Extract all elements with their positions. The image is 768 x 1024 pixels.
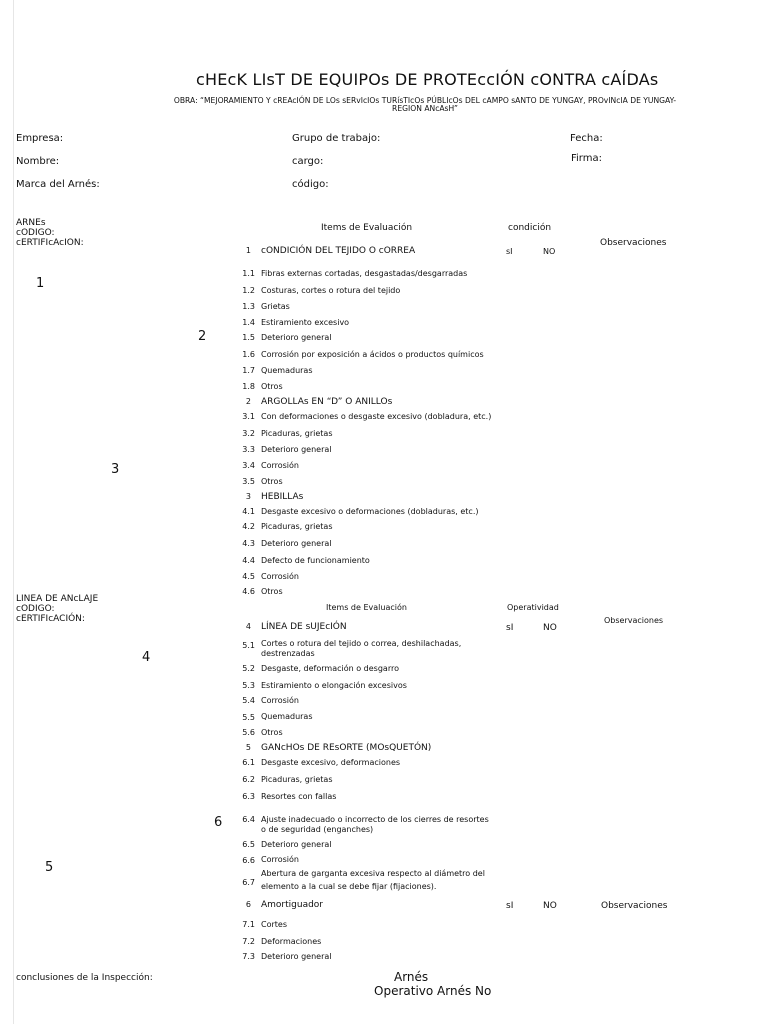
- section-title: cONDICIÓN DEL TEJIDO O cORREA: [261, 246, 416, 256]
- section-title: Amortiguador: [261, 900, 324, 910]
- item-num: 5.1: [242, 641, 255, 650]
- item-num: 1.8: [242, 382, 255, 391]
- section-num: 6: [245, 900, 251, 909]
- item-num: 6.5: [242, 840, 255, 849]
- fecha-label: Fecha:: [570, 133, 603, 144]
- item-label: Abertura de garganta excesiva respecto al diámetro del elemento a la cual se debe fijar (fijaciones).: [261, 869, 485, 891]
- item-num: 1.1: [242, 269, 255, 278]
- item-label: Deterioro general: [261, 840, 332, 849]
- item-label: Deterioro general: [261, 952, 332, 961]
- cargo-label: cargo:: [292, 156, 324, 167]
- item-label: Quemaduras: [261, 366, 313, 375]
- section-num: 1: [245, 246, 251, 255]
- item-num: 7.3: [242, 952, 255, 961]
- item-label: Corrosión por exposición a ácidos o productos químicos: [261, 350, 484, 359]
- item-label: Costuras, cortes o rotura del tejido: [261, 286, 401, 295]
- item-label: Ajuste inadecuado o incorrecto de los cierres de resortes o de seguridad (enganches): [261, 815, 489, 834]
- item-num: 3.4: [242, 461, 255, 470]
- codigo-label: código:: [292, 179, 329, 190]
- marker-1: 1: [36, 276, 45, 291]
- si-label: sI: [506, 623, 514, 633]
- item-num: 4.2: [242, 522, 255, 531]
- item-num: 3.2: [242, 429, 255, 438]
- item-label: Estiramiento o elongación excesivos: [261, 681, 407, 690]
- linea-title: LINEA DE ANcLAJE: [16, 594, 99, 604]
- arnes-block-label: [16, 218, 84, 248]
- item-label: Otros: [261, 587, 283, 596]
- item-label: Deformaciones: [261, 937, 322, 946]
- item-num: 5.6: [242, 728, 255, 737]
- arnes-certificacion: cERTIFIcAcION:: [16, 238, 84, 248]
- item-num: 5.4: [242, 696, 255, 705]
- item-num: 1.5: [242, 333, 255, 342]
- no-label: NO: [543, 901, 557, 911]
- items-header: Items de Evaluación: [321, 223, 413, 233]
- condicion-header: condición: [508, 223, 552, 233]
- item-num: 6.1: [242, 758, 255, 767]
- document-title: cHEcK LIsT DE EQUIPOs DE PROTEccIÓN cONTRA cAÍDAs: [196, 70, 659, 89]
- section-num: 5: [245, 743, 251, 752]
- item-label: Grietas: [261, 302, 290, 311]
- item-num: 4.6: [242, 587, 255, 596]
- arnes-title: ARNEs: [16, 218, 46, 228]
- section-title: GANcHOs DE REsORTE (MOsQUETÓN): [261, 743, 432, 753]
- item-label: Resortes con fallas: [261, 792, 337, 801]
- conclusiones-label: conclusiones de la Inspección:: [16, 973, 153, 983]
- item-label: Corrosión: [261, 461, 299, 470]
- item-label: Picaduras, grietas: [261, 429, 333, 438]
- linea-certificacion: cERTIFIcACIÓN:: [16, 614, 85, 624]
- item-label: Quemaduras: [261, 712, 313, 721]
- item-label: Corrosión: [261, 572, 299, 581]
- item-label: Defecto de funcionamiento: [261, 556, 370, 565]
- observaciones-header-2: Observaciones: [604, 616, 664, 625]
- marker-6: 6: [214, 815, 223, 830]
- item-num: 1.2: [242, 286, 255, 295]
- marker-3: 3: [111, 462, 120, 477]
- item-label: Desgaste, deformación o desgarro: [261, 664, 399, 673]
- no-label: NO: [543, 247, 556, 256]
- item-num: 1.4: [242, 318, 255, 327]
- section-num: 2: [245, 397, 251, 406]
- item-num: 5.5: [242, 713, 255, 722]
- section-title: LÍNEA DE sUJEcIÓN: [261, 622, 347, 632]
- item-num: 1.7: [242, 366, 255, 375]
- item-label: Desgaste excesivo o deformaciones (dobladuras, etc.): [261, 507, 479, 516]
- item-label: Desgaste excesivo, deformaciones: [261, 758, 401, 767]
- section-num: 4: [245, 622, 251, 631]
- item-num: 5.2: [242, 664, 255, 673]
- item-num: 6.3: [242, 792, 255, 801]
- item-label: Con deformaciones o desgaste excesivo (dobladura, etc.): [261, 412, 492, 421]
- grupo-label: Grupo de trabajo:: [292, 133, 381, 144]
- observaciones-header-3: Observaciones: [601, 901, 668, 911]
- page-border: [13, 0, 14, 1024]
- item-label: Cortes o rotura del tejido o correa, deshilachadas, destrenzadas: [261, 639, 462, 658]
- item-num: 4.1: [242, 507, 255, 516]
- section-num: 3: [245, 492, 251, 501]
- section-title: ARGOLLAs EN “D” O ANILLOs: [261, 397, 393, 407]
- item-num: 1.6: [242, 350, 255, 359]
- linea-block-label: [16, 594, 98, 624]
- si-label: sI: [506, 901, 514, 911]
- item-label: Deterioro general: [261, 333, 332, 342]
- firma-label: Firma:: [571, 153, 602, 164]
- item-num: 3.3: [242, 445, 255, 454]
- item-label: Corrosión: [261, 855, 299, 864]
- item-label: Deterioro general: [261, 445, 332, 454]
- si-label: sI: [506, 247, 513, 256]
- item-num: 7.1: [242, 920, 255, 929]
- marker-5: 5: [45, 860, 54, 875]
- item-num: 4.5: [242, 572, 255, 581]
- item-num: 3.5: [242, 477, 255, 486]
- item-num: 4.4: [242, 556, 255, 565]
- marca-label: Marca del Arnés:: [16, 179, 100, 190]
- arnes-codigo: cODIGO:: [16, 228, 55, 238]
- item-num: 4.3: [242, 539, 255, 548]
- no-label: NO: [543, 623, 557, 633]
- item-label: Estiramiento excesivo: [261, 318, 350, 327]
- item-label: Cortes: [261, 920, 287, 929]
- item-label: Picaduras, grietas: [261, 522, 333, 531]
- item-num: 6.6: [242, 856, 255, 865]
- item-num: 3.1: [242, 412, 255, 421]
- item-label: Otros: [261, 382, 283, 391]
- empresa-label: Empresa:: [16, 133, 64, 144]
- item-label: Deterioro general: [261, 539, 332, 548]
- item-num: 7.2: [242, 937, 255, 946]
- item-num: 1.3: [242, 302, 255, 311]
- arnes-word: Arnés: [394, 970, 429, 984]
- item-num: 5.3: [242, 681, 255, 690]
- item-label: Picaduras, grietas: [261, 775, 333, 784]
- operativo-label: Operativo Arnés No: [374, 984, 492, 998]
- marker-2: 2: [198, 329, 207, 344]
- linea-codigo: cODIGO:: [16, 604, 55, 614]
- section-title: HEBILLAs: [261, 492, 304, 502]
- item-label: Corrosión: [261, 696, 299, 705]
- obra-description: OBRA: “MEJORAMIENTO Y cREAcIÓN DE LOs sERvIcIOs TURísTIcOs PÚBLIcOs DEL cAMPO sANTO DE YUNGAY, PROvINcIA DE YUNGAY- REGION ANcAsH”: [173, 96, 677, 113]
- items-header-2: Items de Evaluación: [326, 603, 407, 612]
- operatividad-header: Operatividad: [507, 603, 559, 612]
- item-num: 6.4: [242, 815, 255, 824]
- item-label: Otros: [261, 728, 283, 737]
- item-label: Otros: [261, 477, 283, 486]
- item-num: 6.2: [242, 775, 255, 784]
- observaciones-header: Observaciones: [600, 238, 667, 248]
- item-num: 6.7: [242, 878, 255, 887]
- nombre-label: Nombre:: [16, 156, 60, 167]
- item-label: Fibras externas cortadas, desgastadas/desgarradas: [261, 269, 468, 278]
- marker-4: 4: [142, 650, 151, 665]
